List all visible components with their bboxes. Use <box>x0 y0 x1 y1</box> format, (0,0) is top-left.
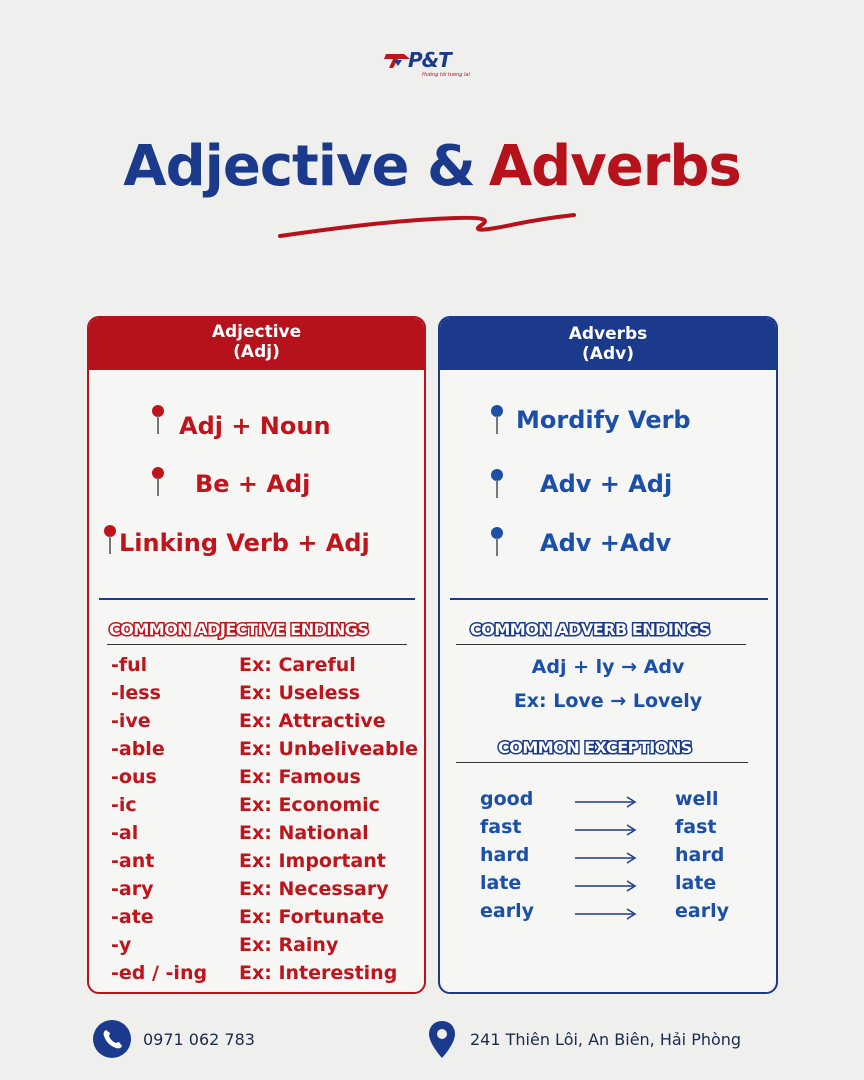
adverb-rule: Adv +Adv <box>540 529 672 557</box>
pushpin-icon <box>151 466 165 498</box>
adverb-formula: Adj + ly → Adv <box>531 656 685 678</box>
title-adjective: Adjective & <box>123 134 475 199</box>
section-underline <box>456 644 746 645</box>
adjective-header-abbrev: (Adj) <box>233 342 280 362</box>
arrow-right-icon <box>575 880 637 892</box>
brand-tagline: Hướng tới tương lai <box>422 72 470 78</box>
pushpin-icon <box>151 404 165 436</box>
title-adverbs: Adverbs <box>488 134 741 199</box>
arrow-right-icon <box>575 852 637 864</box>
adverb-header-title: Adverbs <box>568 324 648 344</box>
ending-row: -y Ex: Rainy <box>111 934 339 956</box>
arrow-right-icon <box>575 796 637 808</box>
exception-row: hard hard <box>480 844 725 866</box>
ending-row: -less Ex: Useless <box>111 682 361 704</box>
adjective-card <box>87 316 426 994</box>
adjective-header-title: Adjective <box>211 322 302 342</box>
ending-row: -ed / -ing Ex: Interesting <box>111 962 398 984</box>
adverb-formula-example: Ex: Love → Lovely <box>513 690 703 712</box>
arrow-right-icon <box>575 908 637 920</box>
pushpin-icon <box>490 526 504 558</box>
adjective-rule: Linking Verb + Adj <box>119 529 370 557</box>
phone-number[interactable]: 0971 062 783 <box>143 1030 255 1049</box>
adverb-endings-title: COMMON ADVERB ENDINGS <box>470 620 710 639</box>
exception-row: good well <box>480 788 719 810</box>
footer-address <box>428 1020 788 1060</box>
brand-logo <box>384 48 484 84</box>
adverb-rule: Mordify Verb <box>516 406 691 434</box>
exception-row: fast fast <box>480 816 717 838</box>
exception-row: early early <box>480 900 729 922</box>
divider <box>450 598 768 600</box>
ending-row: -ous Ex: Famous <box>111 766 361 788</box>
page-title <box>0 134 864 199</box>
adjective-endings-title: COMMON ADJECTIVE ENDINGS <box>109 620 369 639</box>
arrow-right-icon <box>575 824 637 836</box>
adverb-card-header <box>440 318 776 370</box>
ending-row: -ant Ex: Important <box>111 850 386 872</box>
title-underline-squiggle <box>276 206 576 242</box>
phone-icon <box>93 1020 131 1058</box>
divider <box>99 598 415 600</box>
adjective-card-header <box>89 318 424 370</box>
section-underline <box>107 644 407 645</box>
pushpin-icon <box>103 524 117 556</box>
ending-row: -ive Ex: Attractive <box>111 710 386 732</box>
footer-phone <box>93 1020 293 1060</box>
section-underline <box>456 762 748 763</box>
adjective-rule: Be + Adj <box>195 470 311 498</box>
brand-name: P&T <box>408 48 451 72</box>
adverb-card <box>438 316 778 994</box>
exception-row: late late <box>480 872 717 894</box>
adverb-rule: Adv + Adj <box>540 470 673 498</box>
pushpin-icon <box>490 404 504 436</box>
address-text: 241 Thiên Lôi, An Biên, Hải Phòng <box>470 1030 742 1049</box>
ending-row: -able Ex: Unbeliveable <box>111 738 419 760</box>
ending-row: -ate Ex: Fortunate <box>111 906 385 928</box>
ending-row: -al Ex: National <box>111 822 369 844</box>
location-pin-icon <box>428 1020 456 1060</box>
ending-row: -ic Ex: Economic <box>111 794 380 816</box>
adverb-exceptions-title: COMMON EXCEPTIONS <box>498 738 692 757</box>
ending-row: -ful Ex: Careful <box>111 654 356 676</box>
adjective-rule: Adj + Noun <box>179 412 331 440</box>
ending-row: -ary Ex: Necessary <box>111 878 389 900</box>
pushpin-icon <box>490 468 504 500</box>
adverb-header-abbrev: (Adv) <box>582 344 634 364</box>
